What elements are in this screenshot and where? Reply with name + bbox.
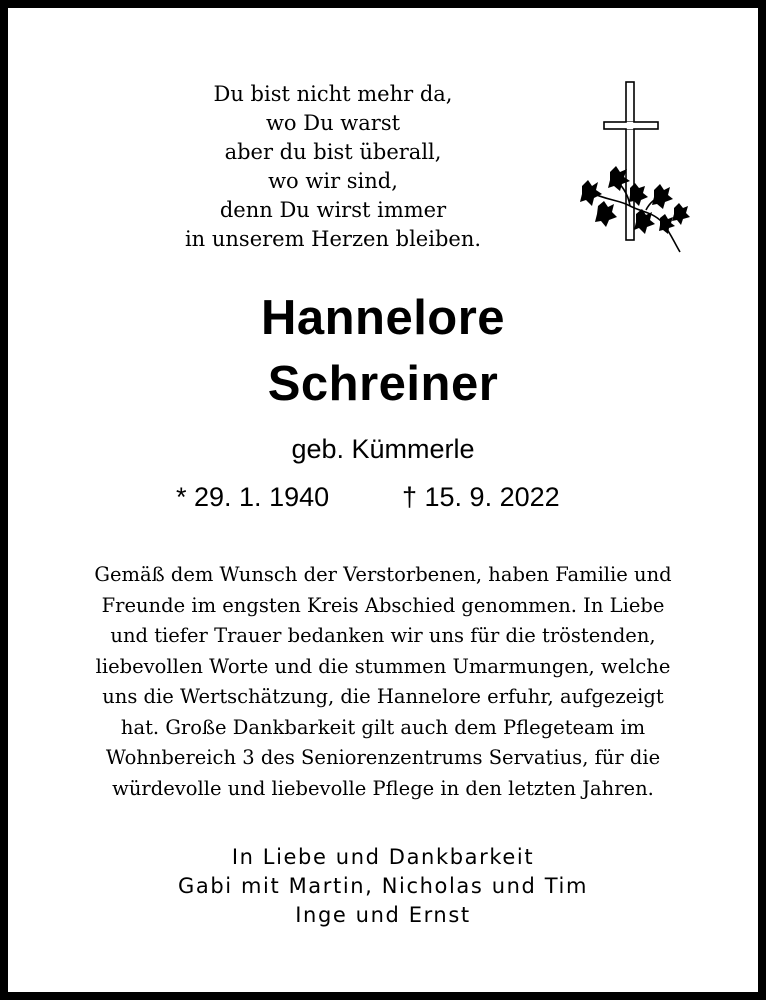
message-line: liebevollen Worte und die stummen Umarmungen, welche: [95, 654, 671, 678]
death-date: † 15. 9. 2022: [402, 482, 560, 512]
message-line: hat. Große Dankbarkeit gilt auch dem Pflegeteam im: [120, 715, 646, 739]
message-line: und tiefer Trauer bedanken wir uns für die tröstenden,: [110, 624, 656, 647]
message-line: uns die Wertschätzung, die Hannelore erfuhr, aufgezeigt: [102, 685, 664, 708]
poem-line: wo wir sind,: [268, 169, 398, 193]
signature: [0, 843, 766, 930]
deceased-first-name: Hannelore: [260, 291, 506, 345]
message-line: Wohnbereich 3 des Seniorenzentrums Servatius, für die: [105, 746, 661, 769]
poem-line: denn Du wirst immer: [219, 198, 447, 222]
poem: [150, 80, 516, 254]
signature-line: In Liebe und Dankbarkeit: [231, 845, 535, 869]
signature-line: Inge und Ernst: [295, 903, 471, 927]
deceased-last-name: Schreiner: [267, 357, 499, 411]
thanks-message: [40, 560, 726, 804]
birth-date: * 29. 1. 1940: [176, 482, 330, 512]
poem-line: aber du bist überall,: [224, 140, 442, 164]
message-line: Gemäß dem Wunsch der Verstorbenen, haben Familie und: [94, 563, 672, 586]
cross-with-ivy-icon: [570, 72, 690, 262]
poem-line: in unserem Herzen bleiben.: [184, 227, 482, 251]
signature-line: Gabi mit Martin, Nicholas und Tim: [178, 874, 588, 898]
birth-name: geb. Kümmerle: [291, 434, 475, 464]
poem-line: Du bist nicht mehr da,: [213, 82, 453, 106]
message-line: Freunde im engsten Kreis Abschied genommen. In Liebe: [101, 593, 665, 617]
poem-line: wo Du warst: [265, 111, 401, 135]
message-line: würdevolle und liebevolle Pflege in den letzten Jahren.: [112, 776, 654, 800]
